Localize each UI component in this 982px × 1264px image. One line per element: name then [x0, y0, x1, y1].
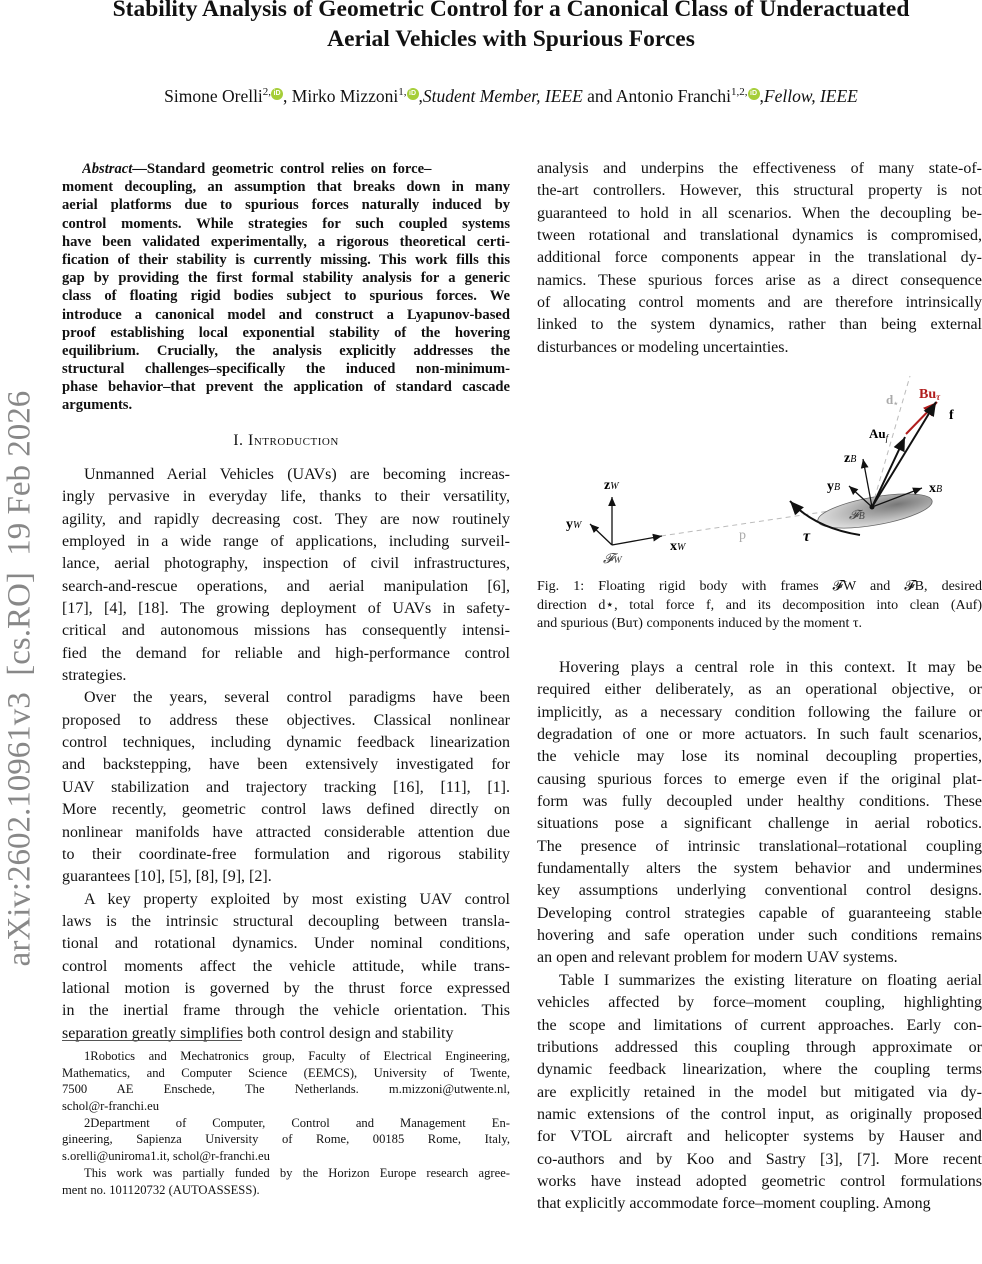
- paragraph-line: degradation of one or more actuators. In such fault scenarios,: [537, 726, 982, 744]
- paragraph-line: analysis and underpins the effectiveness of many state-of-: [537, 160, 982, 177]
- author-name: Simone Orelli: [164, 86, 263, 106]
- paragraph-line: key assumptions underlying conventional control designs.: [537, 882, 982, 900]
- total-force-label: f: [949, 408, 954, 423]
- paragraph-line: proposed to address these objectives. Classical nonlinear: [62, 711, 510, 729]
- paragraph-line: ingly pervasive in everyday life, thanks to their versatility,: [62, 488, 510, 506]
- paragraph-line: Hovering plays a central role in this context. It may be: [559, 659, 982, 676]
- figure-caption: [537, 578, 982, 634]
- author-role: Student Member, IEEE: [422, 86, 583, 106]
- title-line: Stability Analysis of Geometric Control for a Canonical Class of Underactuated: [112, 0, 910, 22]
- paragraph-line: Developing control strategies capable of guaranteeing stable: [537, 904, 982, 922]
- footnote-divider: [62, 1040, 242, 1041]
- p-label: p: [739, 528, 746, 543]
- yW-label: yW: [566, 517, 582, 532]
- paragraph-line: that explicitly accommodate force–moment coupling. Among: [537, 1195, 931, 1213]
- footnote-line: 2Department of Computer, Control and Management En-: [84, 1115, 510, 1130]
- abstract-line: aerial platforms due to spurious forces naturally induced by: [62, 197, 510, 214]
- arxiv-stamp: arXiv:2602.10961v3 [cs.RO] 19 Feb 2026: [1, 390, 38, 967]
- xW-axis: [612, 536, 662, 545]
- body-origin: [870, 505, 875, 510]
- footnotes: [62, 1048, 510, 1198]
- paragraph-line: A key property exploited by most existing UAV control: [84, 890, 510, 908]
- paragraph-line: agility, and rapidly decreasing cost. They are now routinely: [62, 510, 510, 528]
- paragraph-line: search-and-rescue operations, and aerial manipulation [6],: [62, 577, 510, 595]
- xB-label: xB: [929, 481, 943, 496]
- body-frame-label: 𝓕B: [849, 507, 865, 522]
- conjunction: and: [587, 86, 613, 106]
- paragraph-line: situations pose a significant challenge in aerial robotics.: [537, 815, 982, 833]
- footnote-line: ment no. 101120732 (AUTOASSESS).: [62, 1182, 260, 1197]
- abstract-line: control moments. While strategies for such coupled systems: [62, 215, 510, 232]
- world-frame-label: 𝓕W: [603, 552, 622, 567]
- paragraph-line: namic extensions of the control input, as originally proposed: [537, 1105, 982, 1123]
- yW-axis: [590, 524, 612, 545]
- paragraph-line: Table I summarizes the existing literature on floating aerial: [559, 971, 982, 989]
- desired-direction-label: d⋆: [886, 392, 899, 408]
- zB-label: zB: [844, 451, 857, 466]
- yB-label: yB: [827, 479, 841, 494]
- author-role: Fellow, IEEE: [763, 86, 858, 106]
- abstract-line: moment decoupling, an assumption that breaks down in many: [62, 179, 510, 196]
- section-title: Introduction: [248, 432, 339, 449]
- paragraph-line: More recently, geometric control laws defined directly on: [62, 801, 510, 819]
- paragraph-line: control techniques, including dynamic feedback linearization: [62, 734, 510, 752]
- footnote-line: Mathematics, and Computer Science (EEMCS), University of Twente,: [62, 1065, 510, 1080]
- paragraph-line: the-art controllers. However, this structural property is not: [537, 182, 982, 200]
- paragraph-line: employed in a wide range of applications, including surveil-: [62, 533, 510, 551]
- caption-line: direction d⋆, total force f, and its decomposition into clean (Auf): [537, 597, 982, 613]
- right-column-body: [537, 657, 982, 1216]
- paragraph-line: works have instead adopted geometric control formulations: [537, 1172, 982, 1190]
- abstract-line: have been validated experimentally, a rigorous theoretical certi-: [62, 233, 510, 250]
- footnote-line: 1Robotics and Mechatronics group, Faculty of Electrical Engineering,: [84, 1049, 510, 1063]
- total-force-arrow: [872, 402, 936, 507]
- abstract-line: equilibrium. Crucially, the analysis explicitly addresses the: [62, 342, 510, 359]
- paragraph-line: fied the demand for reliable and high-performance control: [62, 644, 510, 662]
- paragraph-line: guaranteed to hold in all scenarios. When the decoupling be-: [537, 204, 982, 222]
- paragraph-line: causing spurious forces to emerge even if the original plat-: [537, 770, 982, 788]
- abstract: [62, 160, 510, 415]
- paragraph-line: [17], [4], [18]. The growing deployment of UAVs in safety-: [62, 600, 510, 618]
- footnote-line: This work was partially funded by the Horizon Europe research agree-: [84, 1165, 510, 1180]
- paragraph-line: the vehicle may lose its nominal decoupling properties,: [537, 748, 982, 766]
- paragraph-line: Over the years, several control paradigms have been: [84, 689, 510, 707]
- xW-label: xW: [670, 539, 686, 554]
- abstract-line: fication of their stability is currently missing. This work fills this: [62, 251, 510, 268]
- paragraph-line: for VTOL aircraft and helicopter systems by Hauser and: [537, 1128, 982, 1146]
- author-name: Antonio Franchi: [615, 86, 732, 106]
- footnote-line: 7500 AE Enschede, The Netherlands. m.mizzoni@utwente.nl,: [62, 1082, 510, 1097]
- paragraph-line: namics. These spurious forces arise as a direct consequence: [537, 271, 982, 289]
- paragraph-line: required either deliberately, as an operational objective, or: [537, 681, 982, 699]
- orcid-icon[interactable]: iD: [748, 88, 760, 100]
- tau-label: τ: [803, 528, 811, 545]
- paragraph-line: guarantees [10], [5], [8], [9], [2].: [62, 868, 272, 886]
- affiliation-mark: 1,: [398, 86, 407, 99]
- paragraph-line: UAV stabilization and trajectory tracking [16], [11], [1].: [62, 778, 510, 796]
- right-column-top: [537, 158, 982, 359]
- abstract-line: phase behavior–that prevent the application of standard cascade: [62, 379, 510, 396]
- abstract-line: introduce a canonical model and construct a Lyapunov-based: [62, 306, 510, 323]
- paragraph-line: lational motion is governed by the thrust force expressed: [62, 979, 510, 997]
- section-number: I.: [233, 432, 244, 449]
- paragraph-line: laws is the intrinsic structural decoupling between transla-: [62, 912, 510, 930]
- paragraph-line: Unmanned Aerial Vehicles (UAVs) are becoming increas-: [84, 466, 510, 483]
- paragraph-line: implicitly, as a necessary condition following the failure or: [537, 703, 982, 721]
- paragraph-line: tributions addressed this coupling through approximate or: [537, 1038, 982, 1056]
- abstract-text: —Standard geometric control relies on force–: [132, 161, 432, 177]
- clean-force-label: $Au_f$: [869, 426, 889, 443]
- paragraph-line: to their coordinate-free formulation and rigorous stability: [62, 845, 510, 863]
- paragraph-line: lance, aerial photography, inspection of civil infrastructures,: [62, 555, 510, 573]
- paragraph-line: separation greatly simplifies both control design and stability: [62, 1024, 454, 1042]
- paragraph-line: hovering and safe operation under such conditions remains: [537, 927, 982, 945]
- paragraph-line: are explicitly retained in the model but mitigated via dy-: [537, 1083, 982, 1101]
- footnote-line: schol@r-franchi.eu: [62, 1099, 160, 1114]
- paragraph-line: The presence of intrinsic translational–rotational coupling: [537, 837, 982, 855]
- title-line: Aerial Vehicles with Spurious Forces: [327, 26, 695, 52]
- author-list: Simone Orelli$^{2,}$ iD , Mirko Mizzoni$^{1,}$ iD ,Student Member, IEEE and Antonio Franchi$^{1,2,}$ iD ,Fellow, IEEE: [164, 86, 858, 106]
- figure-1-diagram: [537, 360, 982, 575]
- author-name: Mirko Mizzoni: [291, 86, 399, 106]
- paragraph-line: in the inertial frame through the vehicle orientation. This: [62, 1002, 510, 1020]
- caption-line: and spurious (Buτ) components induced by the moment τ.: [537, 616, 863, 631]
- paragraph-line: disturbances or modeling uncertainties.: [537, 338, 789, 356]
- orcid-icon[interactable]: iD: [407, 88, 419, 100]
- abstract-line: [82, 160, 510, 178]
- paragraph-line: co-authors and by Koo and Sastry [3], [7]. More recent: [537, 1150, 982, 1168]
- footnote-line: s.orelli@uniroma1.it, schol@r-franchi.eu: [62, 1149, 270, 1164]
- paper-title: [40, 0, 982, 54]
- zW-label: zW: [604, 478, 619, 493]
- paragraph-line: vehicles affected by force–moment coupling, highlighting: [537, 994, 982, 1012]
- paragraph-line: linked to the system dynamics, rather than being external: [537, 316, 982, 334]
- abstract-line: structural challenges–specifically the induced non-minimum-: [62, 361, 510, 378]
- orcid-icon[interactable]: iD: [271, 88, 283, 100]
- affiliation-mark: 2,: [262, 86, 272, 99]
- paragraph-line: nonlinear manifolds have attracted considerable attention due: [62, 823, 510, 841]
- paragraph-line: dynamic feedback linearization, where the coupling terms: [537, 1061, 982, 1079]
- paragraph-line: critical and autonomous missions has consequently intensi-: [62, 622, 510, 640]
- affiliation-mark: 1,2,: [731, 86, 748, 99]
- intro-left-column: [62, 464, 510, 1045]
- abstract-line: proof establishing local exponential stability of the hovering: [62, 324, 510, 341]
- abstract-label: Abstract: [82, 161, 133, 177]
- paragraph-line: and backstepping, have been extensively investigated for: [62, 756, 510, 774]
- paragraph-line: fundamentally alters the system behavior and undermines: [537, 860, 982, 878]
- paragraph-line: of allocating control moments and are therefore intrinsically: [537, 294, 982, 312]
- abstract-line: gap by providing the first formal stability analysis for a generic: [62, 270, 510, 287]
- paragraph-line: an open and relevant problem for modern UAV systems.: [537, 949, 898, 967]
- section-heading: [62, 432, 510, 450]
- abstract-line: arguments.: [62, 397, 133, 414]
- paragraph-line: strategies.: [62, 667, 127, 685]
- spurious-force-label: Buτ: [919, 387, 941, 402]
- paragraph-line: the scope and limitations of current approaches. Early con-: [537, 1016, 982, 1034]
- paragraph-line: form was fully decoupled under healthy conditions. These: [537, 793, 982, 811]
- paragraph-line: control moments affect the vehicle attitude, while trans-: [62, 957, 510, 975]
- paragraph-line: additional force components appear in the translational dy-: [537, 249, 982, 267]
- paragraph-line: tween rotational and translational dynamics is compromised,: [537, 227, 982, 245]
- abstract-line: class of floating rigid bodies subject to spurious forces. We: [62, 288, 510, 305]
- caption-line: Fig. 1: Floating rigid body with frames 𝓕W and 𝓕B, desired: [537, 579, 982, 594]
- footnote-line: gineering, Sapienza University of Rome, 00185 Rome, Italy,: [62, 1132, 510, 1147]
- paragraph-line: tional and rotational dynamics. Under nominal conditions,: [62, 935, 510, 953]
